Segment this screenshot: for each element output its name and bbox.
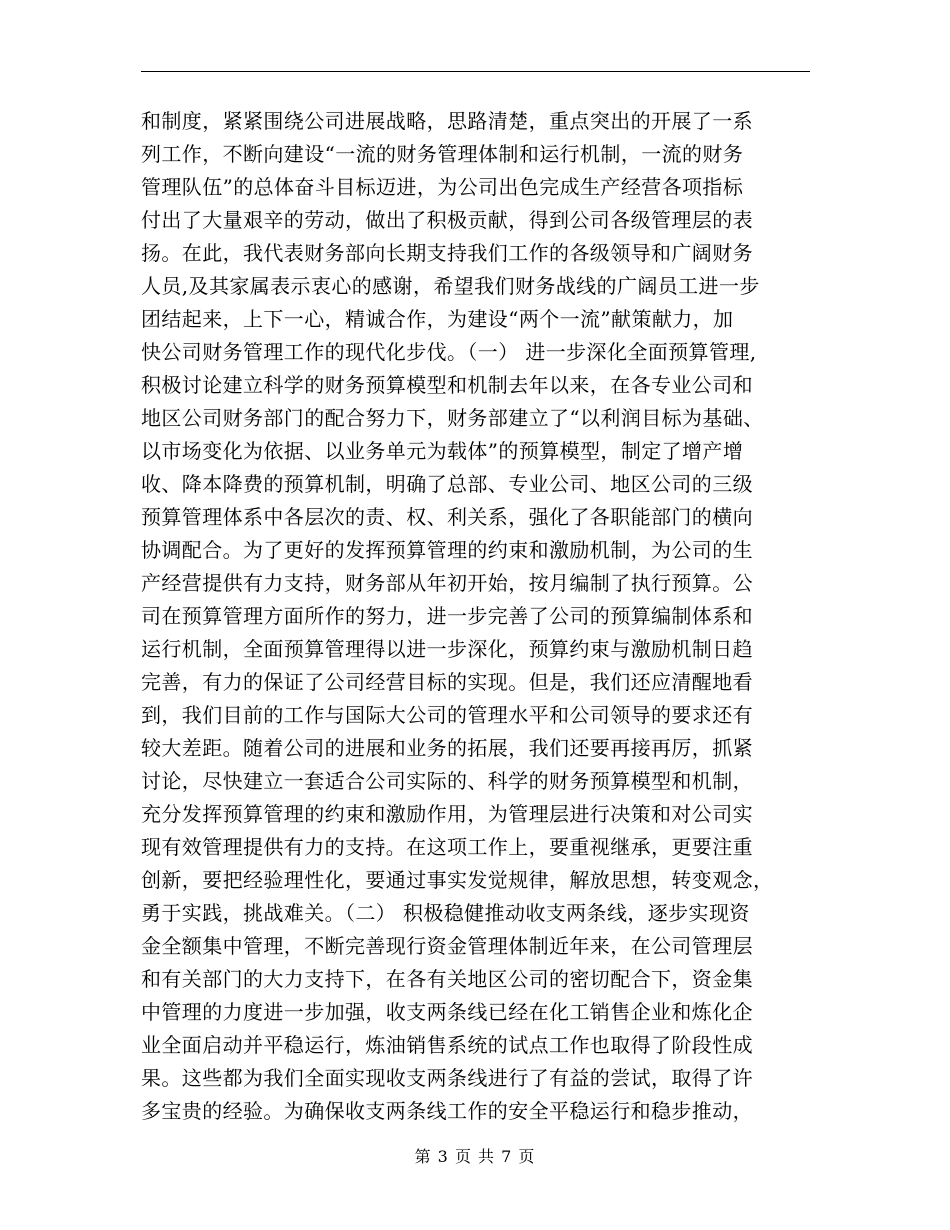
text-line: 金全额集中管理，不断完善现行资金管理体制近年来，在公司管理层 [141, 934, 753, 958]
text-line: 和有关部门的大力支持下，在各有关地区公司的密切配合下，资金集 [141, 967, 753, 991]
text-line: 和制度，紧紧围绕公司进展战略，思路清楚，重点突出的开展了一系 [141, 109, 753, 133]
header-rule [141, 71, 810, 72]
text-line: 地区公司财务部门的配合努力下，财务部建立了“以利润目标为基础、 [141, 406, 764, 430]
text-line: 创新，要把经验理性化，要通过事实发觉规律，解放思想，转变观念， [141, 868, 774, 892]
text-line: 到，我们目前的工作与国际大公司的管理水平和公司领导的要求还有 [141, 703, 753, 727]
text-line: 以市场变化为依据、以业务单元为载体”的预算模型，制定了增产增 [141, 439, 744, 463]
text-line: 司在预算管理方面所作的努力，进一步完善了公司的预算编制体系和 [141, 604, 753, 628]
text-line: 中管理的力度进一步加强，收支两条线已经在化工销售企业和炼化企 [141, 1000, 753, 1024]
text-line: 人员,及其家属表示衷心的感谢，希望我们财务战线的广阔员工进一步 [141, 274, 760, 298]
text-line: 完善，有力的保证了公司经营目标的实现。但是，我们还应清醒地看 [141, 670, 753, 694]
text-line: 勇于实践，挑战难关。（二） 积极稳健推动收支两条线，逐步实现资 [141, 901, 750, 925]
text-line: 协调配合。为了更好的发挥预算管理的约束和激励机制，为公司的生 [141, 538, 753, 562]
text-line: 果。这些都为我们全面实现收支两条线进行了有益的尝试，取得了许 [141, 1066, 753, 1090]
text-line: 多宝贵的经验。为确保收支两条线工作的安全平稳运行和稳步推动， [141, 1099, 753, 1123]
text-line: 积极讨论建立科学的财务预算模型和机制去年以来，在各专业公司和 [141, 373, 753, 397]
text-line: 产经营提供有力支持，财务部从年初开始，按月编制了执行预算。公 [141, 571, 753, 595]
text-line: 充分发挥预算管理的约束和激励作用，为管理层进行决策和对公司实 [141, 802, 753, 826]
text-line: 讨论，尽快建立一套适合公司实际的、科学的财务预算模型和机制， [141, 769, 753, 793]
text-line: 列工作，不断向建设“一流的财务管理体制和运行机制，一流的财务 [141, 142, 744, 166]
text-line: 快公司财务管理工作的现代化步伐。（一） 进一步深化全面预算管理, [141, 340, 757, 364]
text-line: 预算管理体系中各层次的责、权、利关系，强化了各职能部门的横向 [141, 505, 753, 529]
text-line: 团结起来，上下一心，精诚合作，为建设“两个一流”献策献力，加 [141, 307, 734, 331]
text-line: 管理队伍”的总体奋斗目标迈进，为公司出色完成生产经营各项指标 [141, 175, 744, 199]
text-line: 较大差距。随着公司的进展和业务的拓展，我们还要再接再厉，抓紧 [141, 736, 753, 760]
page-number: 第 3 页 共 7 页 [414, 1147, 536, 1166]
text-line: 运行机制，全面预算管理得以进一步深化，预算约束与激励机制日趋 [141, 637, 753, 661]
text-line: 扬。在此，我代表财务部向长期支持我们工作的各级领导和广阔财务 [141, 241, 753, 265]
document-body [141, 105, 821, 1128]
text-line: 付出了大量艰辛的劳动，做出了积极贡献，得到公司各级管理层的表 [141, 208, 753, 232]
text-line: 收、降本降费的预算机制，明确了总部、专业公司、地区公司的三级 [141, 472, 753, 496]
text-line: 现有效管理提供有力的支持。在这项工作上，要重视继承，更要注重 [141, 835, 753, 859]
text-line: 业全面启动并平稳运行，炼油销售系统的试点工作也取得了阶段性成 [141, 1033, 753, 1057]
